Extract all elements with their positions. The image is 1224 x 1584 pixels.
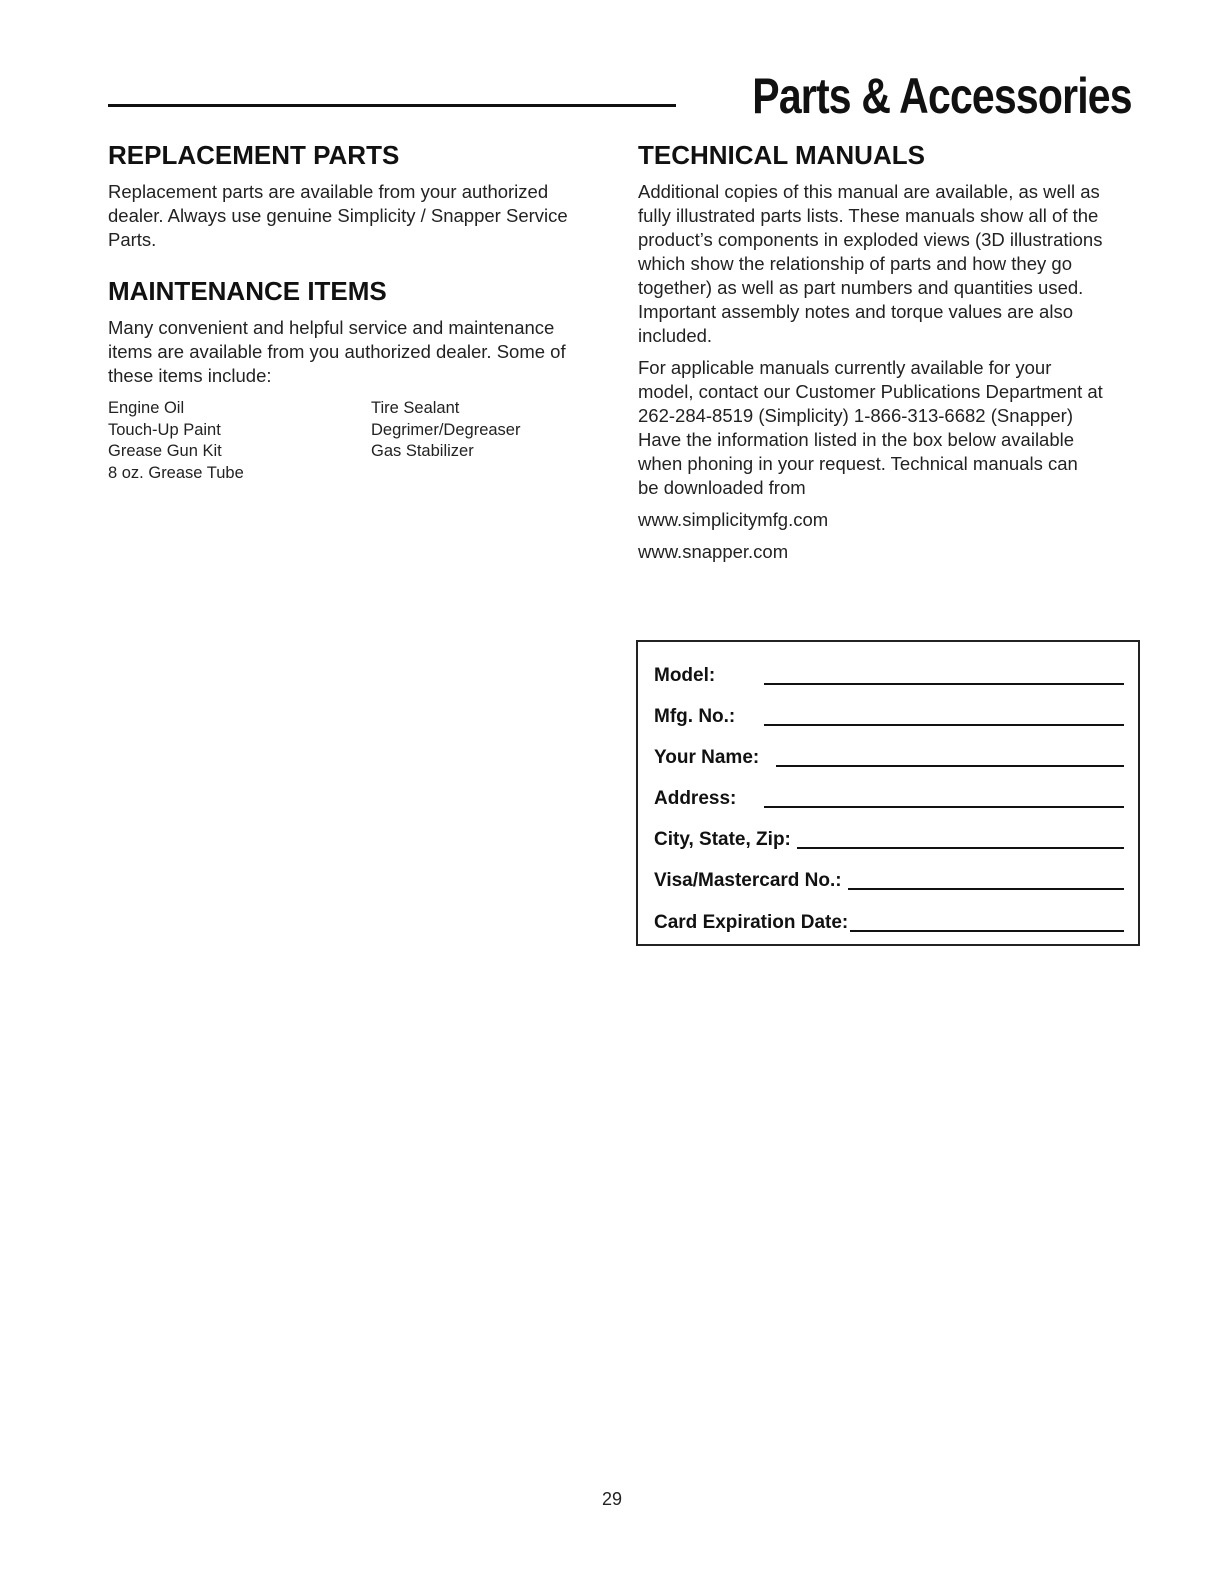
- text-line: Have the information listed in the box below available: [638, 429, 1075, 450]
- items-column-2: [371, 398, 613, 484]
- card-expiration-line[interactable]: [850, 930, 1124, 932]
- right-column: [638, 138, 1143, 564]
- mfg-no-line[interactable]: [764, 724, 1124, 726]
- field-label: Your Name:: [654, 747, 760, 768]
- model-field: [654, 658, 1124, 688]
- snapper-url: www.snapper.com: [638, 541, 789, 562]
- list-item: 8 oz. Grease Tube: [108, 463, 244, 482]
- page-number: 29: [601, 1489, 623, 1509]
- text-line: together) as well as part numbers and quantities used.: [638, 277, 1084, 298]
- text-line: Additional copies of this manual are available, as well as: [638, 181, 1100, 202]
- text-line: Important assembly notes and torque values are also: [638, 301, 1073, 322]
- field-label: Visa/Mastercard No.:: [654, 870, 842, 891]
- text-line: these items include:: [108, 365, 272, 386]
- header-rule: [108, 104, 676, 107]
- field-label: Mfg. No.:: [654, 706, 736, 727]
- list-item: Touch-Up Paint: [108, 420, 221, 439]
- card-number-line[interactable]: [848, 888, 1124, 890]
- replacement-parts-text: [108, 180, 613, 252]
- left-column: [108, 138, 613, 484]
- field-label: Address:: [654, 788, 737, 809]
- technical-manuals-heading: TECHNICAL MANUALS: [638, 140, 925, 170]
- list-item: Grease Gun Kit: [108, 442, 222, 460]
- list-item: Engine Oil: [108, 399, 185, 417]
- text-line: fully illustrated parts lists. These manuals show all of the: [638, 205, 1099, 226]
- maintenance-items-heading: MAINTENANCE ITEMS: [108, 276, 387, 306]
- card-expiration-field: [654, 905, 1124, 935]
- model-line[interactable]: [764, 683, 1124, 685]
- list-item: Degrimer/Degreaser: [371, 420, 521, 439]
- field-label: Card Expiration Date:: [654, 912, 849, 933]
- technical-manuals-paragraph-1: [638, 180, 1143, 348]
- simplicity-url: www.simplicitymfg.com: [638, 509, 829, 530]
- address-field: [654, 781, 1124, 811]
- maintenance-items-list: [108, 398, 613, 484]
- customer-info-box: [636, 640, 1140, 946]
- technical-manuals-paragraph-2: [638, 356, 1143, 500]
- city-state-zip-field: [654, 822, 1124, 852]
- text-line: included.: [638, 325, 713, 346]
- text-line: be downloaded from: [638, 477, 806, 498]
- text-line: which show the relationship of parts and how they go: [638, 253, 1072, 274]
- field-label: City, State, Zip:: [654, 829, 791, 850]
- replacement-parts-heading: REPLACEMENT PARTS: [108, 140, 400, 170]
- address-line[interactable]: [764, 806, 1124, 808]
- field-label: Model:: [654, 665, 716, 686]
- text-line: dealer. Always use genuine Simplicity / Snapper Service: [108, 205, 568, 226]
- page-title: Parts & Accessories: [752, 68, 1132, 124]
- text-line: Replacement parts are available from your authorized: [108, 181, 549, 202]
- card-number-field: [654, 863, 1124, 893]
- list-item: Gas Stabilizer: [371, 442, 474, 460]
- text-line: Parts.: [108, 229, 157, 250]
- text-line: Many convenient and helpful service and maintenance: [108, 317, 555, 338]
- text-line: 262-284-8519 (Simplicity) 1-866-313-6682 (Snapper): [638, 405, 1073, 426]
- text-line: when phoning in your request. Technical manuals can: [638, 453, 1078, 474]
- text-line: For applicable manuals currently available for your: [638, 357, 1052, 378]
- mfg-no-field: [654, 699, 1124, 729]
- items-column-1: [108, 398, 371, 484]
- text-line: items are available from you authorized dealer. Some of: [108, 341, 566, 362]
- city-state-zip-line[interactable]: [797, 847, 1124, 849]
- your-name-line[interactable]: [776, 765, 1124, 767]
- text-line: product’s components in exploded views (3D illustrations: [638, 229, 1103, 250]
- your-name-field: [654, 740, 1124, 770]
- maintenance-items-text: [108, 316, 613, 388]
- list-item: Tire Sealant: [371, 399, 460, 417]
- text-line: model, contact our Customer Publications Department at: [638, 381, 1103, 402]
